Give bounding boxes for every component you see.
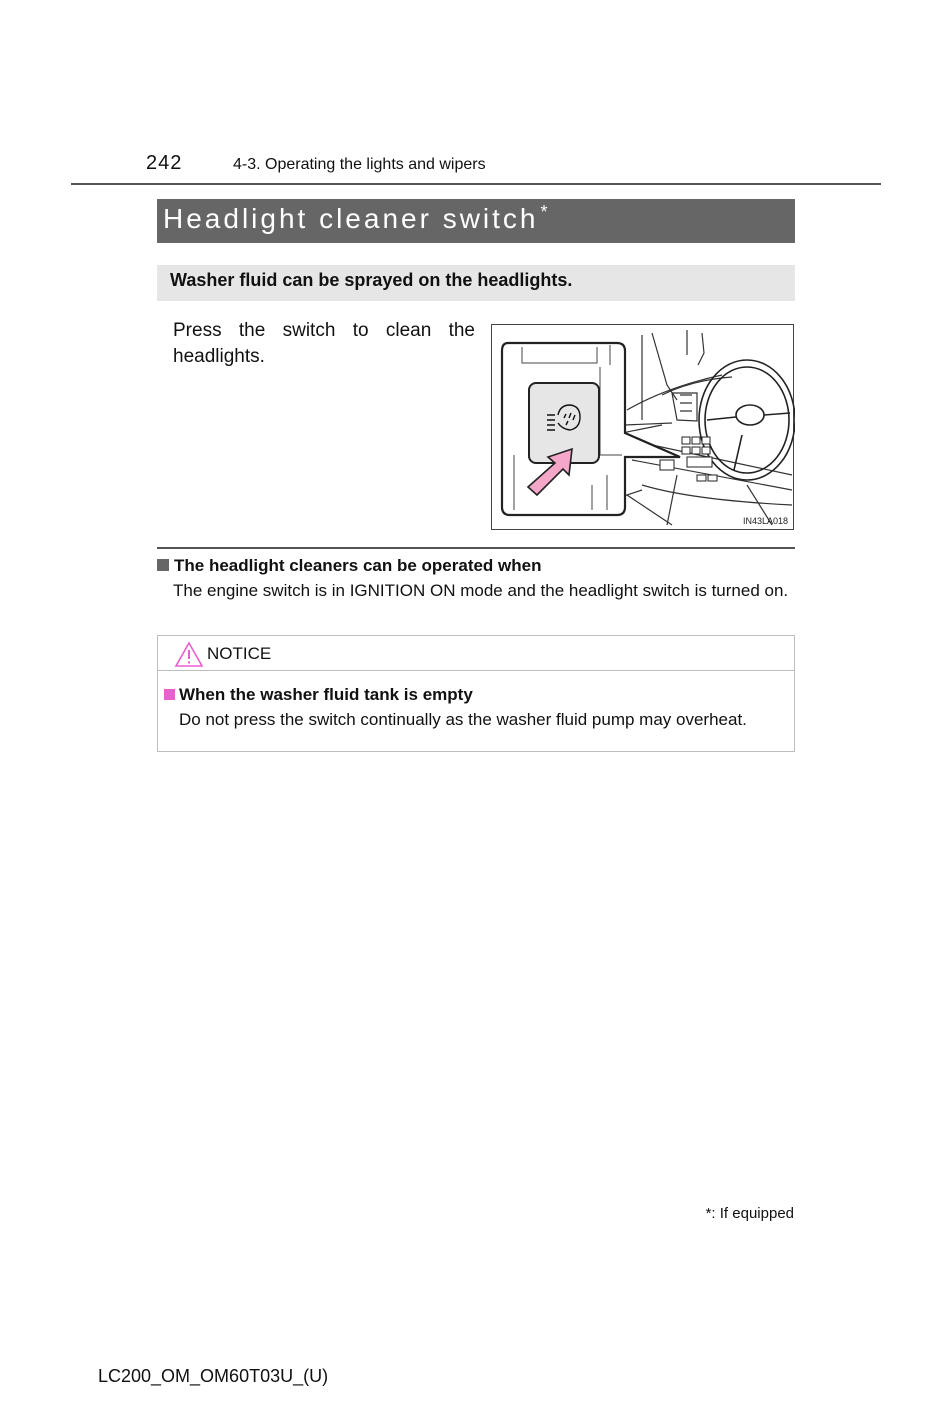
page-number: 242 [146, 152, 183, 174]
steering-wheel-icon [699, 360, 795, 480]
subheading: Washer fluid can be sprayed on the headlights. [170, 270, 573, 290]
notice-body: Do not press the switch continually as the washer fluid pump may overheat. [179, 710, 747, 729]
if-equipped-mark: * [540, 202, 548, 222]
page-title [163, 203, 548, 235]
notice-divider [158, 670, 794, 671]
page-title-text: Headlight cleaner switch [163, 203, 539, 234]
note-heading-text: The headlight cleaners can be operated when [174, 556, 542, 575]
note-body: The engine switch is in IGNITION ON mode and the headlight switch is turned on. [173, 581, 789, 600]
document-code: LC200_OM_OM60T03U_(U) [98, 1366, 329, 1386]
footnote: *: If equipped [705, 1205, 794, 1222]
warning-triangle-icon [174, 641, 204, 668]
notice-heading-text: When the washer fluid tank is empty [179, 685, 473, 704]
note-heading [157, 556, 541, 576]
section-reference: 4-3. Operating the lights and wipers [233, 156, 486, 173]
section-divider [157, 547, 795, 549]
switch-illustration [491, 324, 794, 530]
dashboard-drawing [492, 325, 795, 531]
notice-label: NOTICE [207, 644, 272, 663]
pink-square-icon [164, 689, 175, 700]
subheading-bar [157, 265, 795, 301]
notice-heading [164, 685, 473, 705]
figure-code: IN43LA018 [742, 516, 788, 526]
notice-box [157, 635, 795, 752]
header-divider [71, 183, 881, 185]
intro-paragraph: Press the switch to clean the headlights. [173, 320, 475, 367]
gray-square-icon [157, 559, 169, 571]
title-bar [157, 199, 795, 243]
